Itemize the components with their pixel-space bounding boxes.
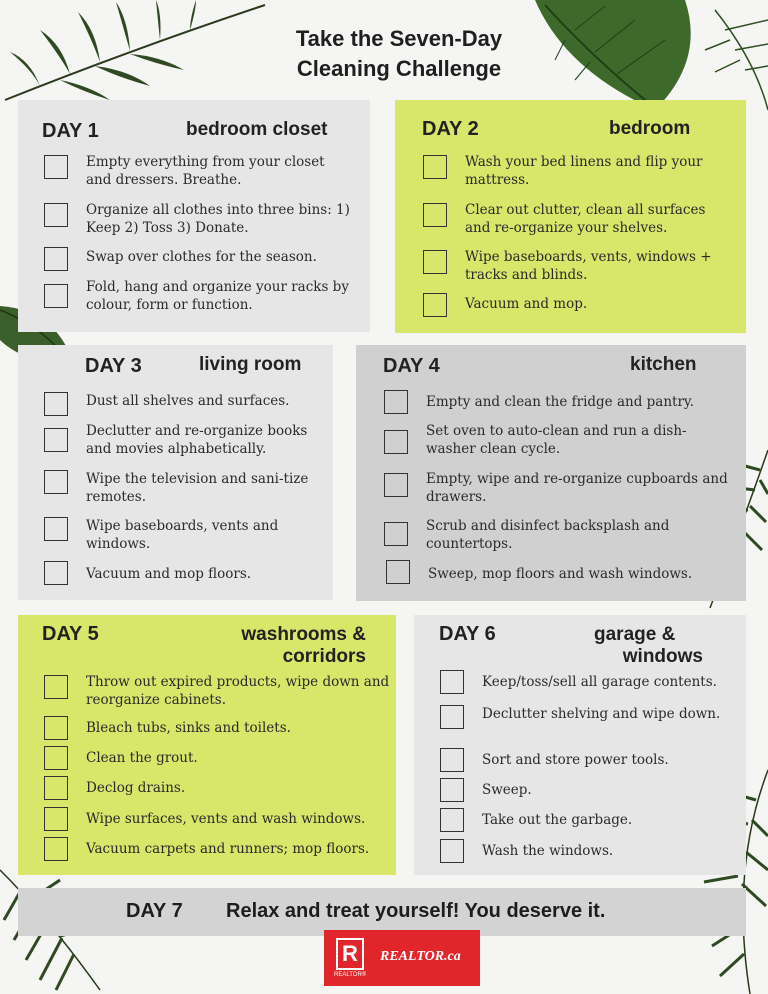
realtor-logo[interactable] (324, 930, 480, 986)
checklist-item (44, 807, 394, 831)
checklist-item (386, 560, 736, 584)
item-text: Sort and store power tools. (482, 752, 669, 768)
checkbox[interactable] (423, 203, 447, 227)
checkbox[interactable] (423, 250, 447, 274)
checklist-item (44, 776, 394, 800)
item-text: Dust all shelves and surfaces. (86, 393, 290, 409)
checkbox[interactable] (440, 748, 464, 772)
item-text: Empty, wipe and re-organize cupboards and drawers. (426, 471, 728, 505)
checkbox[interactable] (386, 560, 410, 584)
day-5-card (18, 615, 396, 875)
room-label: kitchen (630, 354, 697, 375)
day-label: DAY 4 (383, 355, 440, 377)
checklist-item (423, 248, 733, 284)
item-text: Empty everything from your closet and dressers. Breathe. (86, 154, 325, 188)
checkbox[interactable] (44, 392, 68, 416)
day-label: DAY 5 (42, 623, 99, 645)
checkbox[interactable] (440, 670, 464, 694)
item-text: Declutter shelving and wipe down. (482, 706, 721, 722)
checkbox[interactable] (440, 705, 464, 729)
item-text: Wipe baseboards, vents and windows. (86, 518, 279, 552)
item-text: Vacuum and mop floors. (86, 566, 252, 582)
room-line-1: garage & (594, 624, 676, 645)
checklist-item (440, 808, 740, 832)
room-label (218, 624, 366, 668)
room-label: bedroom closet (186, 119, 328, 140)
item-text: Clear out clutter, clean all surfaces and re-organize your shelves. (465, 202, 706, 236)
checklist-item (44, 153, 354, 189)
room-label: bedroom (609, 118, 691, 139)
item-text: Declutter and re-organize books and movies alphabetically. (86, 423, 308, 457)
day-4-card (356, 345, 746, 601)
checkbox[interactable] (440, 778, 464, 802)
item-text: Sweep, mop floors and wash windows. (428, 566, 693, 582)
day-label: DAY 7 (126, 900, 183, 922)
item-text: Empty and clean the fridge and pantry. (426, 394, 695, 410)
checkbox[interactable] (423, 293, 447, 317)
checklist-item (423, 153, 733, 189)
checkbox[interactable] (44, 284, 68, 308)
realtor-brand: REALTOR.ca (380, 949, 461, 964)
item-text: Clean the grout. (86, 750, 198, 766)
item-text: Set oven to auto-clean and run a dish-washer clean cycle. (426, 423, 687, 457)
checkbox[interactable] (44, 716, 68, 740)
item-text: Sweep. (482, 782, 532, 798)
room-line-2: corridors (282, 646, 366, 667)
checkbox[interactable] (384, 473, 408, 497)
checkbox[interactable] (440, 839, 464, 863)
day-2-card (395, 100, 746, 333)
title-line-1: Take the Seven-Day (295, 26, 503, 51)
checkbox[interactable] (44, 517, 68, 541)
checkbox[interactable] (44, 807, 68, 831)
item-text: Wipe the television and sani-tize remotes. (86, 471, 309, 505)
checklist-item (44, 392, 329, 416)
checkbox[interactable] (44, 428, 68, 452)
checkbox[interactable] (440, 808, 464, 832)
checklist-item (384, 470, 734, 506)
item-text: Organize all clothes into three bins: 1) Keep 2) Toss 3) Donate. (86, 202, 350, 236)
room-label (594, 624, 703, 668)
checklist-item (440, 705, 740, 729)
checklist-item (384, 422, 734, 458)
checklist-item (384, 517, 734, 553)
checkbox[interactable] (423, 155, 447, 179)
checklist-item (44, 422, 329, 458)
item-text: Fold, hang and organize your racks by colour, form or function. (86, 279, 349, 313)
day-1-card (18, 100, 370, 332)
checklist-item (44, 837, 394, 861)
item-text: Swap over clothes for the season. (86, 249, 317, 265)
item-text: Vacuum and mop. (465, 296, 588, 312)
checklist-item (423, 201, 733, 237)
checklist-item (44, 201, 354, 237)
checklist-item (44, 561, 329, 585)
checkbox[interactable] (44, 247, 68, 271)
checkbox[interactable] (44, 837, 68, 861)
item-text: Take out the garbage. (482, 812, 633, 828)
checklist-item (440, 748, 740, 772)
checklist-item (44, 517, 329, 553)
checkbox[interactable] (44, 776, 68, 800)
checkbox[interactable] (384, 430, 408, 454)
day-label: DAY 2 (422, 118, 479, 140)
item-text: Wash your bed linens and flip your mattress. (465, 154, 703, 188)
item-text: Keep/toss/sell all garage contents. (482, 674, 717, 690)
item-text: Vacuum carpets and runners; mop floors. (86, 841, 370, 857)
title-line-2: Cleaning Challenge (296, 56, 502, 81)
checklist-item (440, 839, 740, 863)
item-text: Wipe surfaces, vents and wash windows. (86, 811, 366, 827)
realtor-r-icon: R (336, 938, 364, 970)
checklist-item (440, 778, 740, 802)
checklist-item (44, 278, 354, 314)
checkbox[interactable] (44, 675, 68, 699)
checklist-item (44, 247, 354, 271)
day-7-banner (18, 888, 746, 936)
room-line-2: windows (622, 646, 703, 667)
checkbox[interactable] (384, 390, 408, 414)
item-text: Bleach tubs, sinks and toilets. (86, 720, 291, 736)
realtor-small-text: REALTOR® (334, 972, 367, 978)
day-label: DAY 1 (42, 120, 99, 142)
checkbox[interactable] (44, 561, 68, 585)
checklist-item (44, 470, 329, 506)
day-label: DAY 3 (85, 355, 142, 377)
checkbox[interactable] (44, 203, 68, 227)
room-line-1: washrooms & (241, 624, 366, 645)
checklist-item (44, 746, 394, 770)
checkbox[interactable] (44, 470, 68, 494)
checklist-item (44, 716, 394, 740)
item-text: Throw out expired products, wipe down and reorganize cabinets. (86, 674, 390, 708)
checklist-item (44, 673, 394, 709)
checklist-item (384, 390, 734, 414)
checklist-item (440, 670, 740, 694)
page-title (0, 24, 768, 84)
day-label: DAY 6 (439, 623, 496, 645)
checkbox[interactable] (384, 522, 408, 546)
day-3-card (18, 345, 333, 600)
item-text: Wipe baseboards, vents, windows + tracks and blinds. (465, 249, 712, 283)
checkbox[interactable] (44, 746, 68, 770)
day-7-message: Relax and treat yourself! You deserve it. (226, 900, 606, 922)
item-text: Scrub and disinfect backsplash and countertops. (426, 518, 670, 552)
checklist-item (423, 293, 733, 317)
item-text: Wash the windows. (482, 843, 614, 859)
room-label: living room (199, 354, 302, 375)
item-text: Declog drains. (86, 780, 186, 796)
day-6-card (414, 615, 746, 875)
checkbox[interactable] (44, 155, 68, 179)
